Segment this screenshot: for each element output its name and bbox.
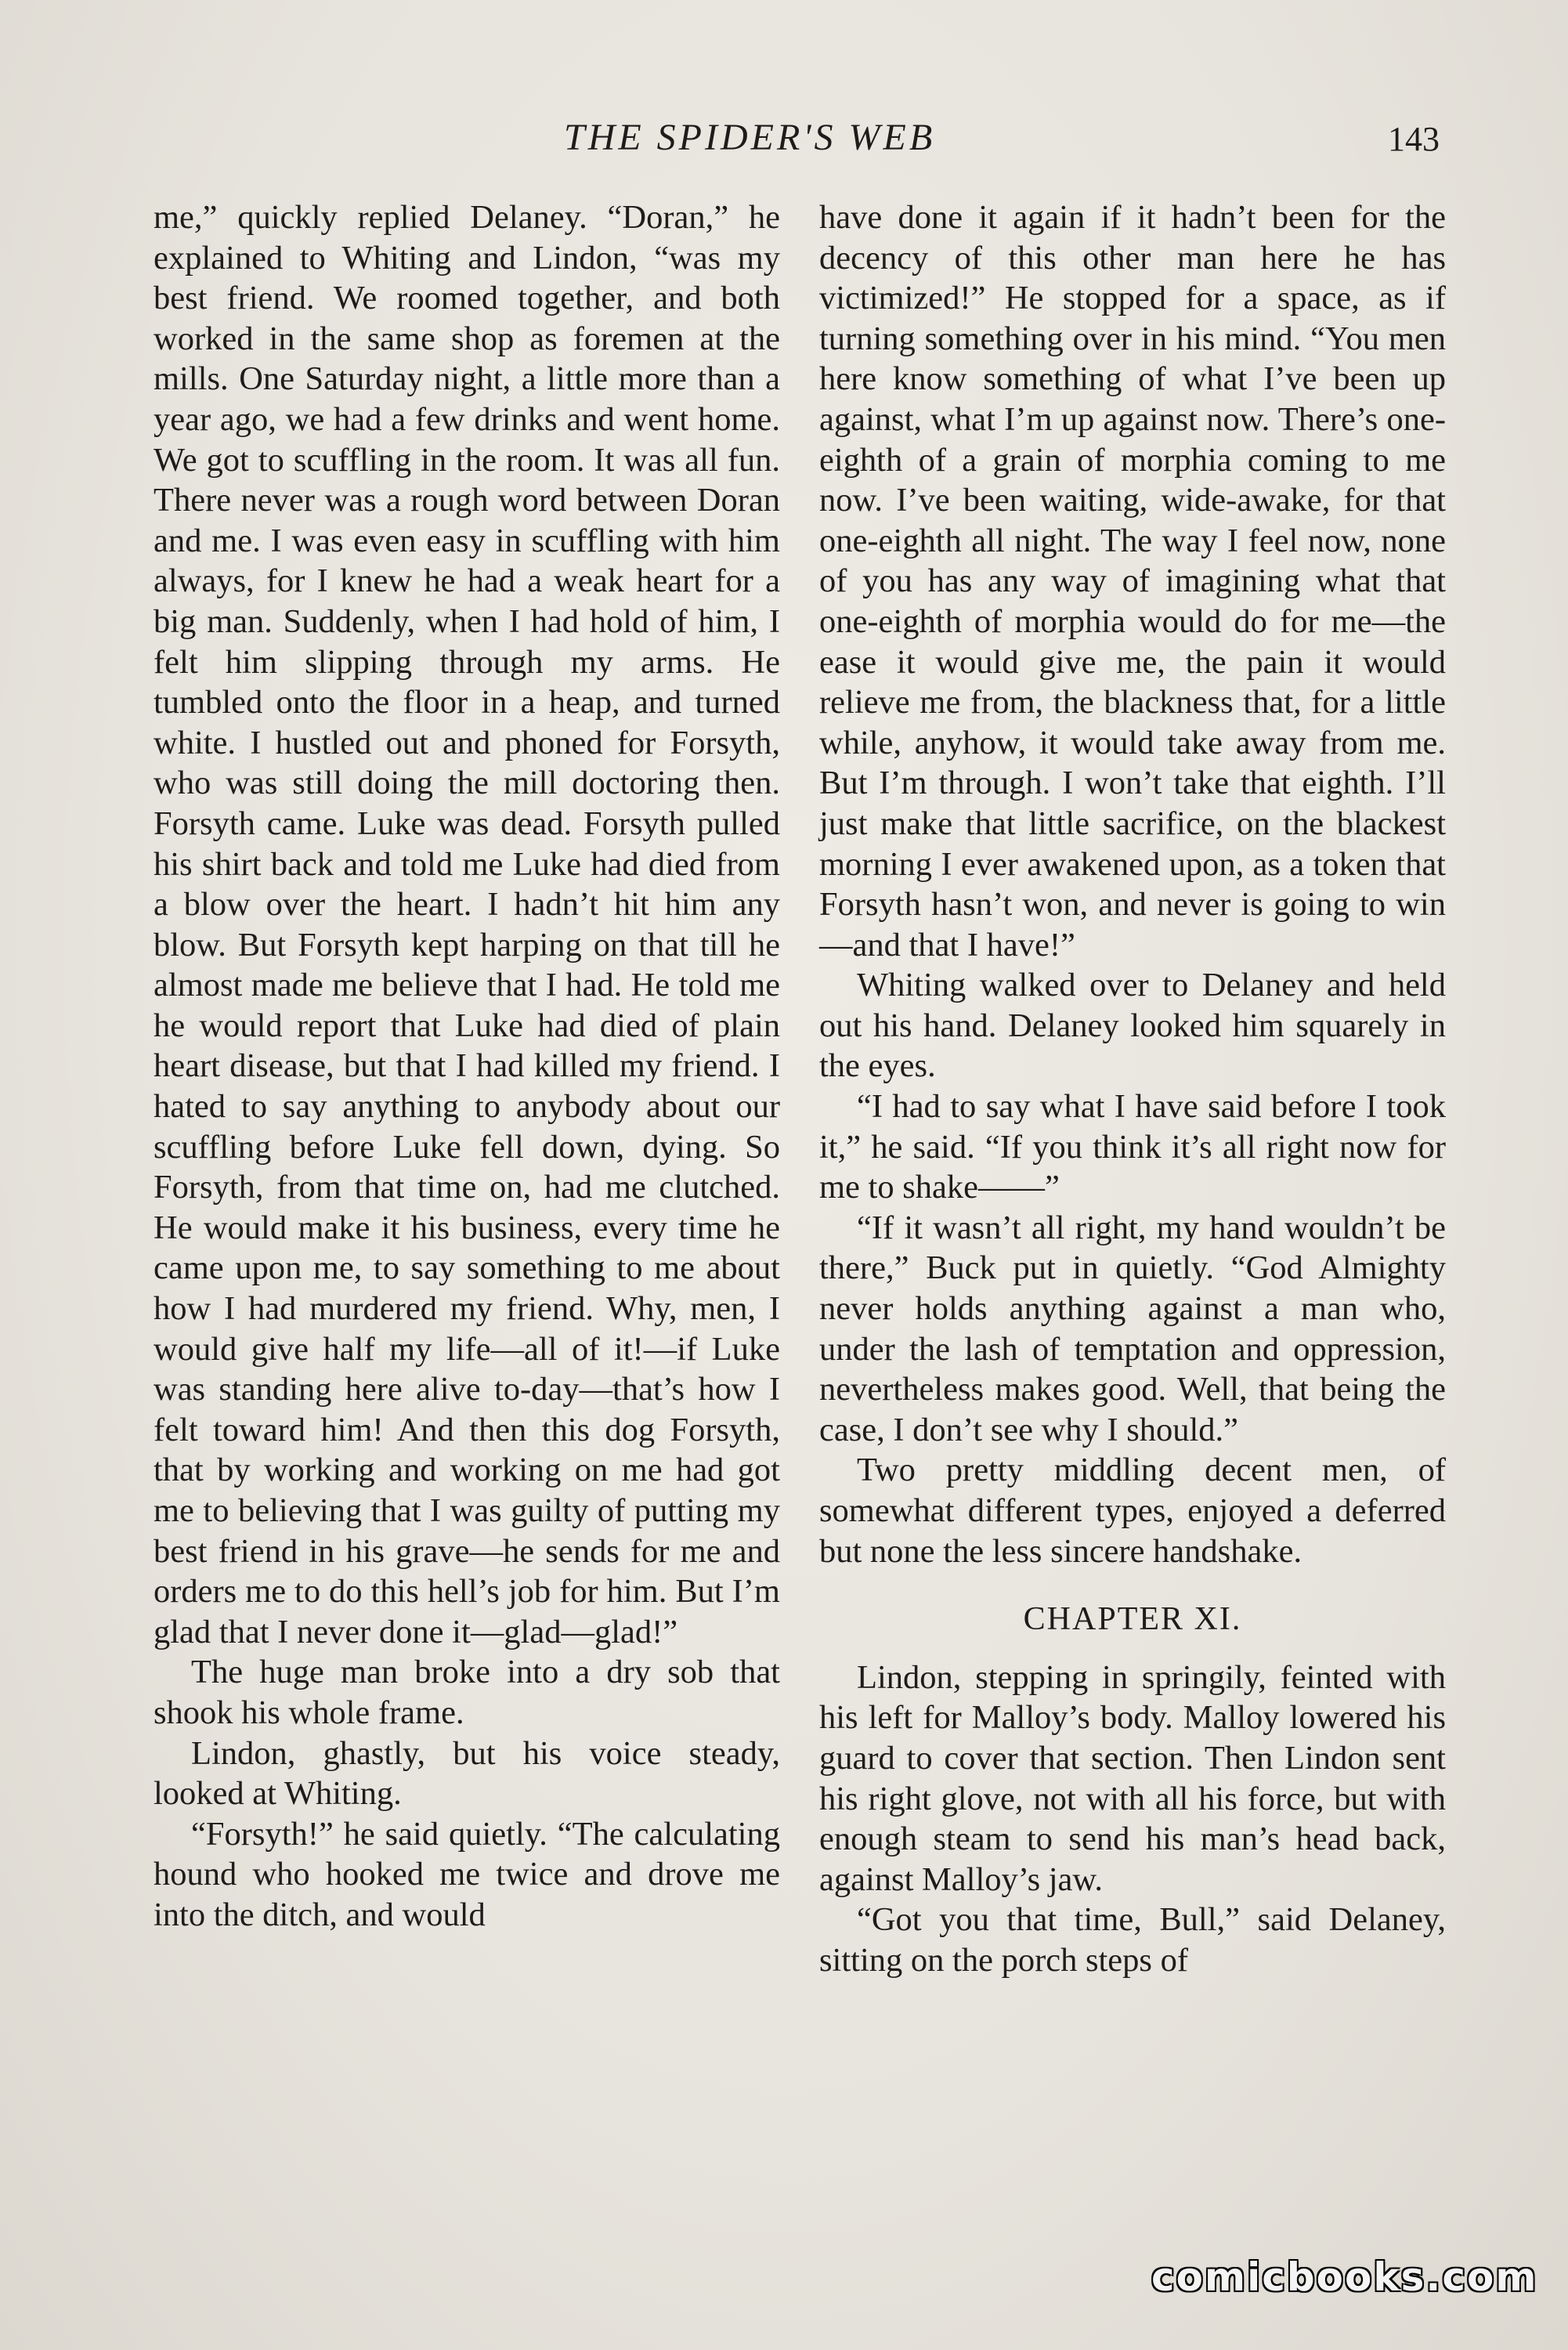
page-number: 143 [1388, 120, 1440, 158]
paragraph: Whiting walked over to Delaney and held out his hand. Delaney looked him squarely in the eyes. [819, 967, 1446, 1085]
paragraph: The huge man broke into a dry sob that shook his whole frame. [154, 1654, 780, 1731]
page-header [0, 116, 1568, 171]
paragraph: have done it again if it hadn’t been for the decency of this other man here he has victimized!” He stopped for a space, as if turning something over in his mind. “You men here know something of what I’ve been up against, what I’m up against now. There’s one-eighth of a grain of morphia coming to me now. I’ve been waiting, wide-awake, for that one-eighth all night. The way I feel now, none of you has any way of imagining what that one-eighth of morphia would do for me—the ease it would give me, the pain it would relieve me from, the blackness that, for a little while, anyhow, it would take away from me. But I’m through. I won’t take that eighth. I’ll just make that little sacrifice, on the blackest morning I ever awakened upon, as a token that Forsyth hasn’t won, and never is going to win—and that I have!” [819, 199, 1446, 964]
paragraph: me,” quickly replied Delaney. “Doran,” he explained to Whiting and Lindon, “was my best friend. We roomed together, and both worked in the same shop as foremen at the mills. One Saturday night, a little more than a year ago, we had a few drinks and went home. We got to scuffling in the room. It was all fun. There never was a rough word between Doran and me. I was even easy in scuffling with him always, for I knew he had a weak heart for a big man. Suddenly, when I had hold of him, I felt him slipping through my arms. He tumbled onto the floor in a heap, and turned white. I hustled out and phoned for Forsyth, who was still doing the mill doctoring then. Forsyth came. Luke was dead. Forsyth pulled his shirt back and told me Luke had died from a blow over the heart. I hadn’t hit him any blow. But Forsyth kept harping on that till he almost made me believe that I had. He told me he would report that Luke had died of plain heart disease, but that I had killed my friend. I hated to say anything to anybody about our scuffling before Luke fell down, dying. So Forsyth, from that time on, had me clutched. He would make it his business, every time he came upon me, to say something to me about how I had murdered my friend. Why, men, I would give half my life—all of it!—if Luke was standing here alive to-day—that’s how I felt toward him! And then this dog Forsyth, that by working and working on me had got me to believing that I was guilty of putting my best friend in his grave—he sends for me and orders me to do this hell’s job for him. But I’m glad that I never done it—glad—glad!” [154, 199, 780, 1650]
paragraph: “Forsyth!” he said quietly. “The calculating hound who hooked me twice and drove me into the ditch, and would [154, 1815, 780, 1933]
chapter-heading: CHAPTER XI. [1023, 1601, 1242, 1638]
running-title: THE SPIDER'S WEB [564, 117, 936, 158]
watermark-logo: comicbooks.com [1151, 2254, 1538, 2300]
right-column [819, 197, 1446, 1981]
paragraph: “I had to say what I have said before I took it,” he said. “If you think it’s all right now for me to shake——” [819, 1088, 1446, 1206]
paragraph: Lindon, ghastly, but his voice steady, looked at Whiting. [154, 1734, 780, 1813]
paragraph: Two pretty middling decent men, of somewhat different types, enjoyed a deferred but none the less sincere handshake. [819, 1452, 1446, 1570]
left-column [154, 197, 780, 1936]
paragraph: “If it wasn’t all right, my hand wouldn’t be there,” Buck put in quietly. “God Almighty never holds anything against a man who, under the lash of temptation and oppression, nevertheless makes good. Well, that being the case, I don’t see why I should.” [819, 1209, 1446, 1448]
paragraph: “Got you that time, Bull,” said Delaney, sitting on the porch steps of [819, 1901, 1446, 1979]
paragraph: Lindon, stepping in springily, feinted with his left for Malloy’s body. Malloy lowered his guard to cover that section. Then Lindon sent his right glove, not with all his force, but with enough steam to send his man’s head back, against Malloy’s jaw. [819, 1658, 1446, 1898]
